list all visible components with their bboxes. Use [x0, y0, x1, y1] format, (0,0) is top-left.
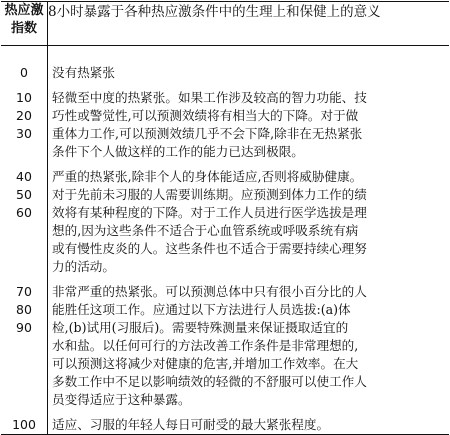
index-value: 20: [16, 108, 32, 123]
table-body-row: [1, 46, 449, 435]
group-spacer: [52, 409, 445, 416]
meaning-line: 严重的热紧张,除非个人的身体能适应,否则将威胁健康。: [52, 169, 363, 184]
meaning-line: 没有热紧张: [52, 65, 115, 80]
index-value: [1, 355, 47, 373]
meaning-line: 可以预测这将减少对健康的危害,并增加工作效率。在大: [52, 356, 359, 371]
index-group: [1, 64, 47, 82]
index-column-header: [1, 2, 48, 46]
index-column: [1, 46, 48, 435]
meaning-group: [52, 283, 445, 409]
index-value: [1, 391, 47, 409]
index-group: [1, 89, 47, 161]
group-spacer: [1, 82, 47, 89]
group-spacer: [1, 161, 47, 168]
meaning-group: [52, 89, 445, 161]
meaning-group: [52, 168, 445, 276]
index-value: 60: [16, 205, 32, 220]
group-spacer: [52, 82, 445, 89]
meaning-header-text: 8小时暴露于各种热应激条件中的生理上和保健上的意义: [48, 4, 381, 20]
index-value: 40: [16, 169, 32, 184]
index-value: [1, 373, 47, 391]
meaning-group: [52, 416, 445, 434]
meaning-line: 条件下个人做这样的工作的能力已达到极限。: [52, 144, 304, 159]
group-spacer: [52, 276, 445, 283]
index-value: [1, 258, 47, 276]
index-value: [1, 337, 47, 355]
heat-stress-table: [1, 1, 449, 430]
index-group: [1, 168, 47, 276]
group-spacer: [1, 276, 47, 283]
meaning-line: 多数工作中不足以影响绩效的轻微的不舒服可以使工作人: [52, 374, 367, 389]
meaning-column-header: [48, 2, 450, 46]
index-value: 100: [12, 417, 36, 432]
index-value: 10: [16, 90, 32, 105]
meaning-line: 力的活动。: [52, 259, 115, 274]
index-values: [1, 64, 47, 434]
index-header-line2: 指数: [10, 21, 37, 36]
meaning-column: [48, 46, 450, 435]
meaning-line: 对于先前未习服的人需要训练期。应预测到体力工作的绩: [52, 187, 367, 202]
meaning-line: 适应、习服的年轻人每日可耐受的最大紧张程度。: [52, 417, 330, 432]
meaning-line: 非常严重的热紧张。可以预测总体中只有很小百分比的人: [52, 284, 367, 299]
meaning-line: 水和盐。以任何可行的方法改善工作条件是非常理想的,: [52, 338, 359, 353]
heat-stress-index-table: [1, 1, 449, 435]
meaning-line: 员变得适应于这种暴露。: [52, 392, 191, 407]
meaning-line: 检,(b)试用(习服后)。需要特殊测量来保证摄取适宜的: [52, 320, 349, 335]
meaning-values: [48, 64, 449, 434]
meaning-line: 重体力工作,可以预测效绩几乎不会下降,除非在无热紧张: [52, 126, 363, 141]
index-header-line1: 热应激: [4, 3, 44, 18]
index-group: [1, 283, 47, 409]
index-value: 0: [20, 65, 28, 80]
index-group: [1, 416, 47, 434]
index-value: 70: [16, 284, 32, 299]
index-value: 80: [16, 302, 32, 317]
group-spacer: [1, 409, 47, 416]
index-value: 50: [16, 187, 32, 202]
meaning-group: [52, 64, 445, 82]
index-value: 30: [16, 126, 32, 141]
meaning-line: 或有慢性皮炎的人。这些条件也不适合于需要持续心理努: [52, 241, 367, 256]
meaning-line: 效将有某种程度的下降。对于工作人员进行医学选拔是理: [52, 205, 367, 220]
meaning-line: 巧性或警觉性,可以预测效绩将有相当大的下降。对于做: [52, 108, 359, 123]
group-spacer: [52, 161, 445, 168]
table-header-row: [1, 2, 449, 46]
index-value: [1, 240, 47, 258]
index-value: [1, 143, 47, 161]
meaning-line: 轻微至中度的热紧张。如果工作涉及较高的智力功能、技: [52, 90, 367, 105]
meaning-line: 想的,因为这些条件不适合于心血管系统或呼吸系统有病: [52, 223, 359, 238]
meaning-line: 能胜任这项工作。应通过以下方法进行人员选拔:(a)体: [52, 302, 351, 317]
index-value: [1, 222, 47, 240]
index-value: 90: [16, 320, 32, 335]
